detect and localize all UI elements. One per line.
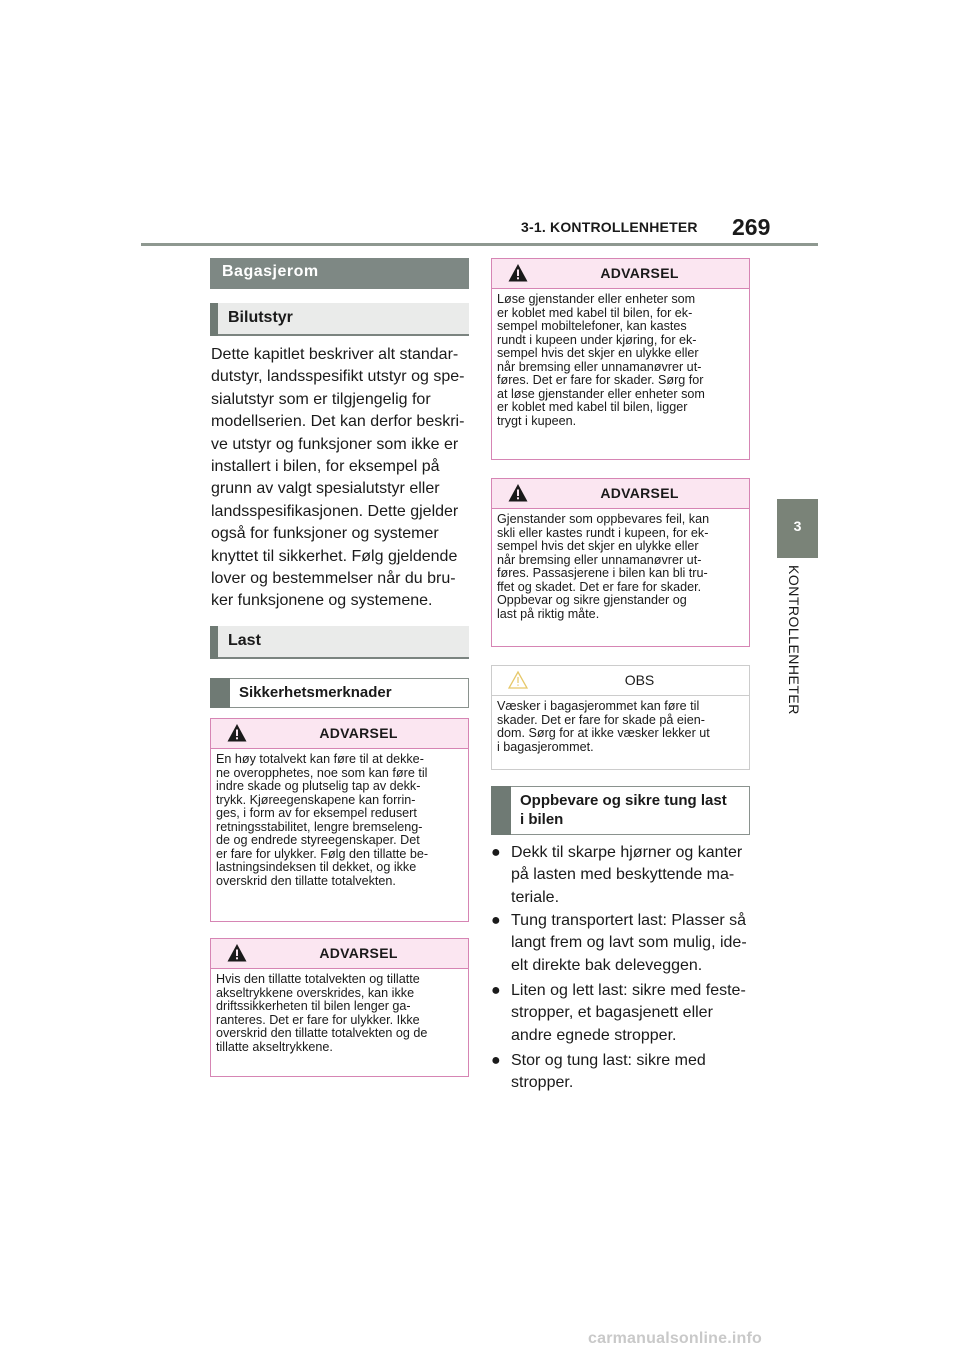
notice-box: [491, 665, 750, 770]
warning-text: [497, 293, 743, 428]
subheading-marker: [210, 678, 230, 708]
warning-line: retningsstabilitet, lengre bremseleng-: [216, 819, 423, 834]
bullet-line: stropper.: [511, 1074, 574, 1092]
warning-line: driftssikkerheten til bilen lenger ga-: [216, 999, 411, 1013]
subheading-marker: [491, 786, 511, 835]
notice-line: Væsker i bagasjerommet kan føre til: [497, 699, 700, 713]
bullet-line: på lasten med beskyttende ma-: [511, 866, 735, 884]
notice-text: [497, 700, 743, 754]
warning-line: Løse gjenstander eller enheter som: [497, 292, 696, 306]
warning-triangle-icon: [227, 943, 247, 963]
intro-line: sialutstyr som er tilgjengelig for: [211, 390, 431, 408]
warning-line: lastningsindeksen til dekket, og ikke: [216, 860, 417, 874]
bullet-line: elt direkte bak deleveggen.: [511, 956, 703, 974]
warning-text: [216, 973, 462, 1054]
warning-line: overskrid den tillatte totalvekten og de: [216, 1026, 428, 1040]
bullet-item: [491, 1050, 753, 1098]
warning-line: sempel hvis det skjer en ulykke eller: [497, 346, 699, 360]
warning-header: [211, 719, 468, 749]
intro-paragraph: [211, 344, 473, 613]
warning-header: [211, 939, 468, 969]
warning-line: overskrid den tillatte totalvekten.: [216, 873, 396, 888]
warning-line: tillatte akseltrykkene.: [216, 1039, 333, 1054]
chapter-tab-number: 3: [793, 518, 802, 534]
warning-line: er fare for ulykker. Følg den tillatte be-: [216, 846, 429, 861]
safety-subheading: [210, 678, 469, 708]
warning-title: ADVARSEL: [319, 945, 398, 961]
warning-line: sempel mobiltelefoner, kan kastes: [497, 319, 687, 333]
warning-title: ADVARSEL: [600, 485, 679, 501]
warning-triangle-icon: [508, 263, 528, 283]
store-load-subheading-label: [520, 791, 727, 829]
header-rule: [141, 243, 818, 246]
intro-line: installert i bilen, for eksempel på: [211, 458, 440, 476]
warning-header: [492, 479, 749, 509]
warning-line: rundt i kupeen under kjøring, for ek-: [497, 332, 697, 347]
notice-line: skader. Det er fare for skade på eien-: [497, 712, 705, 727]
warning-line: de og endrede styreegenskaper. Det: [216, 833, 420, 847]
warning-line: ges, i form av for eksempel redusert: [216, 806, 417, 820]
watermark: carmanualsonline.info: [588, 1330, 763, 1347]
warning-line: trykk. Kjøreegenskapene kan forrin-: [216, 792, 416, 807]
section-title: 3-1. KONTROLLENHETER: [521, 219, 698, 235]
intro-line: landsspesifikasjonen. Dette gjelder: [211, 502, 459, 520]
warning-text: [216, 753, 462, 888]
bullet-dot: ●: [491, 912, 501, 929]
warning-title: ADVARSEL: [600, 265, 679, 281]
heading-marker: [210, 303, 218, 336]
bullet-dot: ●: [491, 844, 501, 861]
subheading-line: i bilen: [520, 811, 564, 828]
warning-box: [491, 478, 750, 647]
warning-line: ffet og skadet. Det er fare for skader.: [497, 579, 702, 594]
bullet-text: [511, 1050, 753, 1095]
bullet-item: [491, 980, 753, 1050]
last-heading: [210, 626, 469, 659]
warning-title: ADVARSEL: [319, 725, 398, 741]
warning-text: [497, 513, 743, 621]
bullet-line: Tung transportert last: Plasser så: [511, 912, 747, 929]
notice-header: [492, 666, 749, 696]
warning-line: Gjenstander som oppbevares feil, kan: [497, 512, 710, 526]
intro-line: Dette kapitlet beskriver alt standar-: [211, 346, 459, 363]
bullet-item: [491, 910, 753, 980]
bullet-line: Stor og tung last: sikre med: [511, 1052, 706, 1069]
intro-line: ve utstyr og funksjoner som ikke er: [211, 435, 459, 453]
page-number: 269: [732, 214, 771, 240]
warning-line: at løse gjenstander eller enheter som: [497, 386, 705, 401]
warning-line: En høy totalvekt kan føre til at dekke-: [216, 752, 424, 766]
bullet-text: [511, 980, 753, 1047]
intro-line: ker funksjonene og systemene.: [211, 592, 433, 610]
chapter-heading: Bagasjerom: [210, 258, 469, 289]
warning-box: [210, 718, 469, 922]
bullet-line: teriale.: [511, 888, 560, 906]
warning-line: trygt i kupeen.: [497, 413, 577, 428]
bullet-line: langt frem og lavt som mulig, ide-: [511, 934, 747, 952]
caution-outline-icon: [508, 670, 528, 690]
bullet-item: [491, 842, 753, 912]
chapter-tab-label: KONTROLLENHETER: [786, 565, 802, 715]
safety-subheading-label: Sikkerhetsmerknader: [239, 684, 392, 701]
warning-box: [210, 938, 469, 1077]
bullet-dot: ●: [491, 982, 501, 999]
warning-line: når bremsing eller unnamanøvrer ut-: [497, 552, 702, 567]
warning-line: sempel hvis det skjer en ulykke eller: [497, 539, 699, 553]
warning-line: last på riktig måte.: [497, 606, 600, 621]
warning-line: er koblet med kabel til bilen, for ek-: [497, 305, 693, 320]
warning-line: er koblet med kabel til bilen, ligger: [497, 400, 688, 414]
warning-triangle-icon: [227, 723, 247, 743]
bullet-line: Dekk til skarpe hjørner og kanter: [511, 844, 743, 861]
warning-line: Oppbevar og sikre gjenstander og: [497, 593, 687, 607]
warning-box: [491, 258, 750, 460]
bullet-text: [511, 842, 753, 909]
intro-line: også for funksjoner og systemer: [211, 525, 439, 543]
warning-line: føres. Passasjerene i bilen kan bli tru-: [497, 566, 708, 580]
notice-title: OBS: [624, 672, 655, 688]
warning-triangle-icon: [508, 483, 528, 503]
intro-line: dutstyr, landsspesifikt utstyr og spe-: [211, 368, 465, 386]
warning-header: [492, 259, 749, 289]
intro-line: modellserien. Det kan derfor beskri-: [211, 413, 465, 431]
warning-line: skli eller kastes rundt i kupeen, for ek-: [497, 525, 709, 540]
heading-marker: [210, 626, 218, 659]
warning-line: ne overopphetes, noe som kan føre til: [216, 765, 428, 780]
intro-line: knyttet til sikkerhet. Følg gjeldende: [211, 547, 458, 565]
intro-line: lover og bestemmelser når du bru-: [211, 570, 456, 588]
warning-line: føres. Det er fare for skader. Sørg for: [497, 373, 704, 387]
bilutstyr-heading: [210, 303, 469, 336]
bullet-line: andre egnede stropper.: [511, 1026, 677, 1044]
warning-line: akseltrykkene overskrides, kan ikke: [216, 985, 415, 1000]
subheading-line: Oppbevare og sikre tung last: [520, 792, 727, 809]
warning-line: ranteres. Det er fare for ulykker. Ikke: [216, 1012, 420, 1027]
warning-line: Hvis den tillatte totalvekten og tillatte: [216, 972, 420, 986]
intro-line: grunn av valgt spesialutstyr eller: [211, 480, 440, 498]
notice-line: dom. Sørg for at ikke væsker lekker ut: [497, 726, 710, 740]
bilutstyr-heading-label: Bilutstyr: [228, 309, 293, 326]
bullet-dot: ●: [491, 1052, 501, 1069]
bullet-line: stropper, et bagasjenett eller: [511, 1004, 713, 1022]
store-load-subheading: [491, 786, 750, 835]
last-heading-label: Last: [228, 632, 261, 649]
bullet-line: Liten og lett last: sikre med feste-: [511, 982, 746, 999]
notice-line: i bagasjerommet.: [497, 739, 594, 754]
warning-line: indre skade og plutselig tap av dekk-: [216, 779, 421, 793]
warning-line: når bremsing eller unnamanøvrer ut-: [497, 359, 702, 374]
bullet-text: [511, 910, 753, 977]
